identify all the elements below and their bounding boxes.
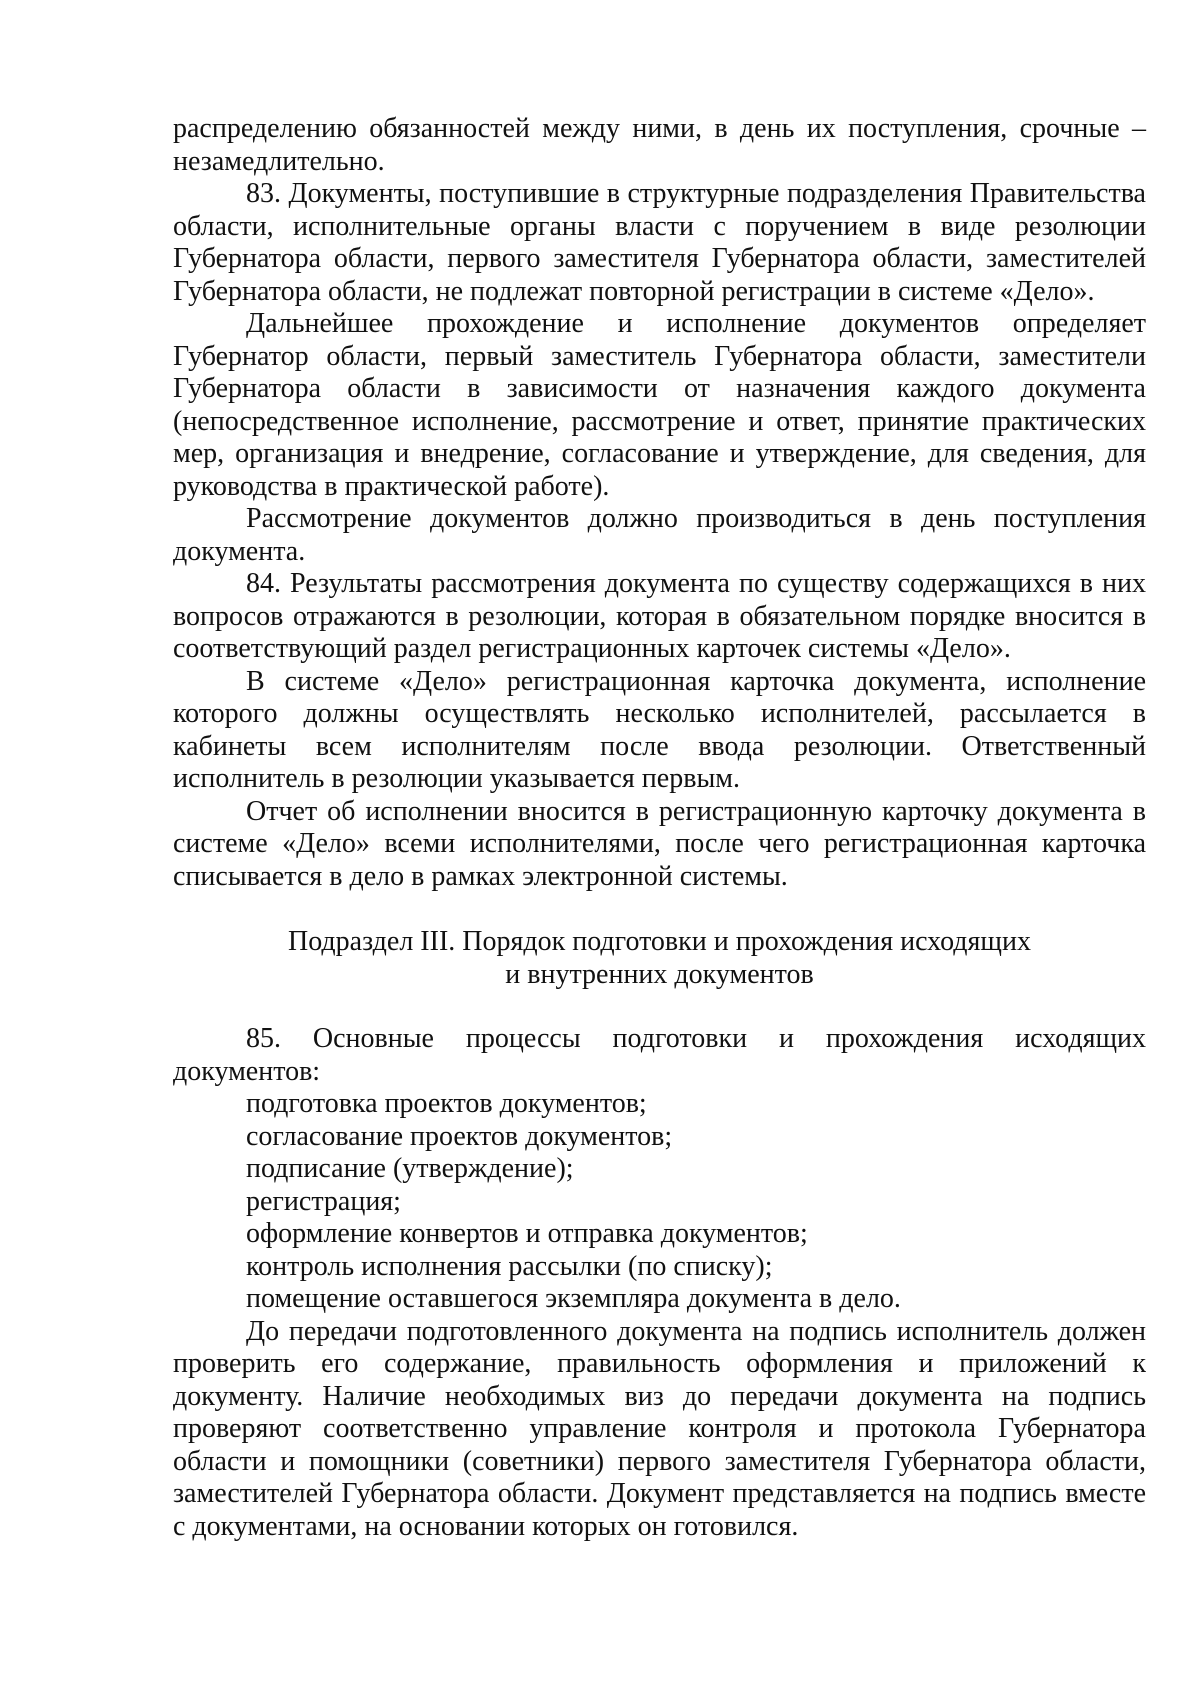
paragraph-execution-report: Отчет об исполнении вносится в регистрационную карточку документа в системе «Дело» всеми исполнителями, после чего регистрационная карточка списывается в дело в рамках электронной системы. [173,795,1146,892]
list-item: согласование проектов документов; [246,1120,673,1152]
list-item: помещение оставшегося экземпляра документа в дело. [246,1283,901,1314]
subsection-heading-line2: и внутренних документов [505,958,814,990]
document-body [173,113,1146,1543]
subsection-heading-line1: Подраздел III. Порядок подготовки и прохождения исходящих [288,926,1031,957]
list-item: подписание (утверждение); [246,1153,574,1184]
subsection-heading [173,926,1146,991]
paragraph-before-signing: До передачи подготовленного документа на подпись исполнитель должен проверить его содержание, правильность оформления и приложений к документу. Наличие необходимых виз до передачи документа на подпись проверяют соответственно управление контроля и протокола Губернатора области и помощники (советники) первого заместителя Губернатора области, заместителей Губернатора области. Документ представляется на подпись вместе с документами, на основании которых он готовился. [173,1315,1146,1542]
list-item: регистрация; [246,1185,401,1217]
paragraph-84: 84. Результаты рассмотрения документа по существу содержащихся в них вопросов отражаются в резолюции, которая в обязательном порядке вносится в соответствующий раздел регистрационных карточек системы «Дело». [173,568,1146,664]
list-item: контроль исполнения рассылки (по списку); [246,1250,773,1282]
paragraph-83: 83. Документы, поступившие в структурные подразделения Правительства области, исполнительные органы власти с поручением в виде резолюции Губернатора области, первого заместителя Губернатора области, заместителей Губернатора области, не подлежат повторной регистрации в системе «Дело». [173,178,1146,307]
paragraph-delo-card: В системе «Дело» регистрационная карточка документа, исполнение которого должны осуществлять несколько исполнителей, рассылается в кабинеты всем исполнителям после ввода резолюции. Ответственный исполнитель в резолюции указывается первым. [173,665,1146,794]
paragraph-85: 85. Основные процессы подготовки и прохождения исходящих документов: [173,1023,1146,1087]
paragraph-further-processing: Дальнейшее прохождение и исполнение документов определяет Губернатор области, первый заместитель Губернатора области, заместители Губернатора области в зависимости от назначения каждого документа (непосредственное исполнение, рассмотрение и ответ, принятие практических мер, организация и внедрение, согласование и утверждение, для сведения, для руководства в практической работе). [173,308,1146,502]
paragraph-continuation: распределению обязанностей между ними, в день их поступления, срочные – незамедлительно. [173,113,1146,177]
list-item: оформление конвертов и отправка документов; [246,1218,808,1249]
paragraph-review-deadline: Рассмотрение документов должно производиться в день поступления документа. [173,503,1146,567]
list-item: подготовка проектов документов; [246,1088,647,1119]
